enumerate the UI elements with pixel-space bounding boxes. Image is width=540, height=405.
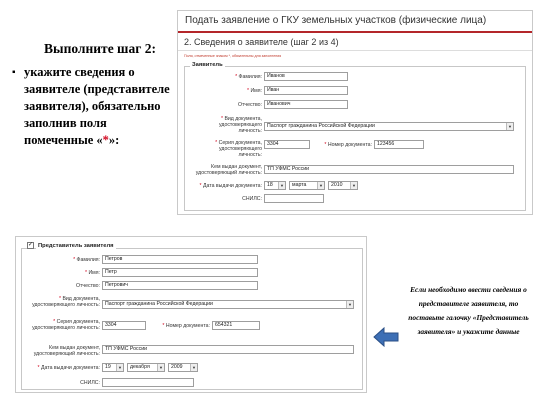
surname-label: * Фамилия: [235, 74, 262, 80]
rep-issued-by-input[interactable]: ТП УФМС России [102, 345, 354, 354]
representative-checkbox[interactable]: ✓ [28, 242, 34, 248]
series-label: * Серия документа, удостоверяющего личность: [215, 140, 262, 158]
name-input[interactable]: Иван [264, 86, 348, 95]
instruction-body [12, 64, 177, 149]
surname-input[interactable]: Иванов [264, 72, 348, 81]
arrow-left-icon [373, 327, 399, 347]
side-note: Если необходимо ввести сведения о представителе заявителя, то поставьте галочку «Представитель заявителя» и укажите данные [408, 285, 529, 336]
instruction-text [12, 64, 177, 149]
bullet-icon: ▪ [12, 67, 16, 78]
issue-month-select[interactable]: марта ▼ [289, 181, 325, 190]
rep-snils-input[interactable] [102, 378, 194, 387]
form-title: Подать заявление о ГКУ земельных участков (физические лица) [178, 11, 532, 33]
rep-series-label: * Серия документа, удостоверяющего личность: [32, 319, 100, 331]
applicant-legend: Заявитель [192, 62, 223, 68]
rep-issue-day-select[interactable]: 19 ▼ [102, 363, 124, 372]
applicant-form-screenshot [177, 10, 533, 215]
chevron-down-icon: ▼ [116, 364, 123, 371]
step-title: Выполните шаг 2: [44, 41, 156, 56]
chevron-down-icon: ▼ [190, 364, 197, 371]
rep-patronymic-input[interactable]: Петрович [102, 281, 258, 290]
name-label: * Имя: [246, 88, 262, 94]
chevron-down-icon: ▼ [278, 182, 285, 189]
snils-input[interactable] [264, 194, 324, 203]
snils-label: СНИЛС: [242, 196, 262, 202]
rep-doc-type-select[interactable]: Паспорт гражданина Российской Федерации ▼ [102, 300, 354, 309]
chevron-down-icon: ▼ [506, 123, 513, 130]
doc-type-label: * Вид документа, удостоверяющего личность: [219, 116, 262, 134]
issue-date-label: * Дата выдачи документа: [199, 183, 262, 189]
rep-surname-label: * Фамилия: [73, 257, 100, 263]
rep-issued-by-label: Кем выдан документ, удостоверяющий личность: [33, 345, 100, 357]
patronymic-label: Отчество: [238, 102, 262, 108]
rep-doc-type-label: * Вид документа, удостоверяющего личность: [32, 296, 100, 308]
rep-issue-month-select[interactable]: декабря ▼ [127, 363, 165, 372]
instruction-text-after: »: [108, 133, 120, 147]
issue-day-select[interactable]: 18 ▼ [264, 181, 286, 190]
rep-number-input[interactable]: 654321 [212, 321, 260, 330]
rep-patronymic-label: Отчество: [76, 283, 100, 289]
chevron-down-icon: ▼ [157, 364, 164, 371]
issue-year-select[interactable]: 2010 ▼ [328, 181, 358, 190]
rep-issue-year-select[interactable]: 2009 ▼ [168, 363, 198, 372]
instruction-text-before: укажите сведения о заявителе (представителе заявителя), обязательно заполнив поля помеченные « [24, 65, 170, 147]
doc-type-select[interactable]: Паспорт гражданина Российской Федерации ▼ [264, 122, 514, 131]
chevron-down-icon: ▼ [317, 182, 324, 189]
rep-issue-date-label: * Дата выдачи документа: [37, 365, 100, 371]
issued-by-input[interactable]: ТП УФМС России [264, 165, 514, 174]
issued-by-label: Кем выдан документ, удостоверяющий личность: [195, 164, 262, 176]
rep-name-label: * Имя: [84, 270, 100, 276]
representative-legend: Представитель заявителя [38, 243, 114, 249]
form-step-title: 2. Сведения о заявителе (шаг 2 из 4) [178, 33, 532, 51]
rep-series-input[interactable]: 3304 [102, 321, 146, 330]
rep-snils-label: СНИЛС: [80, 380, 100, 386]
number-label: * Номер документа: [324, 142, 372, 148]
chevron-down-icon: ▼ [350, 182, 357, 189]
chevron-down-icon: ▼ [346, 301, 353, 308]
rep-name-input[interactable]: Петр [102, 268, 258, 277]
rep-number-label: * Номер документа: [162, 323, 210, 329]
number-input[interactable]: 123456 [374, 140, 424, 149]
required-star: * [102, 133, 109, 147]
representative-form-screenshot [15, 236, 367, 393]
patronymic-input[interactable]: Иванович [264, 100, 348, 109]
rep-surname-input[interactable]: Петров [102, 255, 258, 264]
required-note: Поля, отмеченные знаком *, обязательны для заполнения [184, 54, 282, 58]
series-input[interactable]: 3304 [264, 140, 310, 149]
